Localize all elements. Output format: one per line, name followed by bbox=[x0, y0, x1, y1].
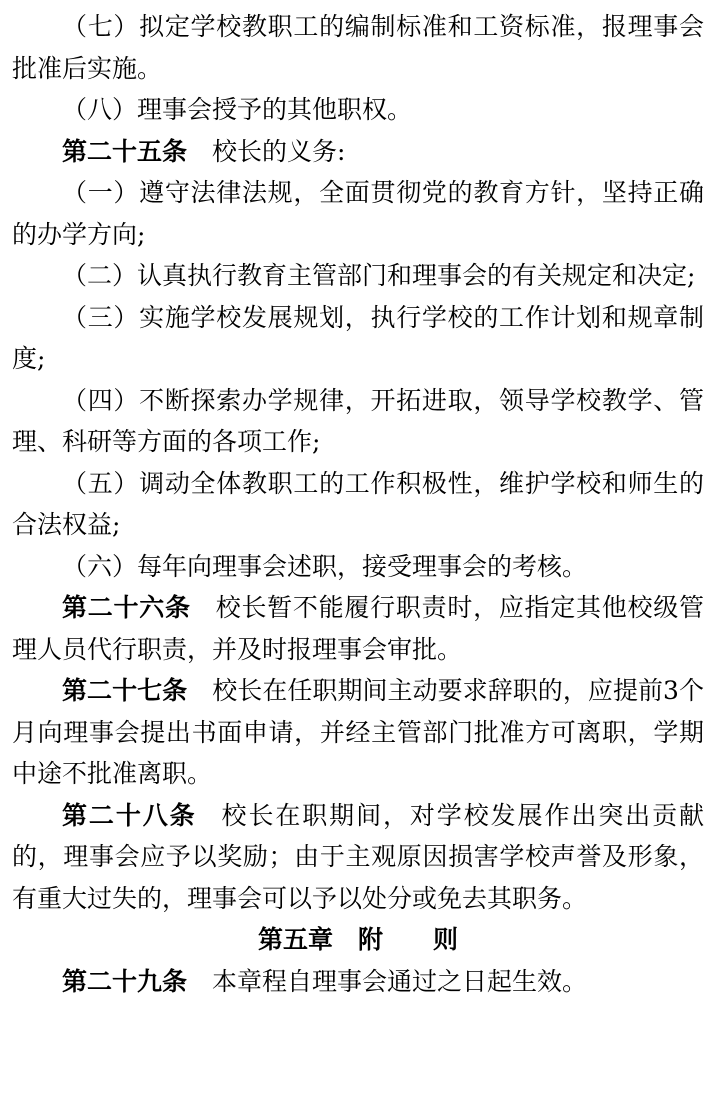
paragraph-8-item bbox=[12, 89, 704, 131]
chapter-heading: 第五章 附 则 bbox=[257, 925, 458, 954]
article-26-paragraph bbox=[12, 587, 704, 670]
paragraph-text: （三）实施学校发展规划，执行学校的工作计划和规章制度; bbox=[12, 302, 704, 373]
paragraph-7-item bbox=[12, 6, 704, 89]
paragraph-text: （八）理事会授予的其他职权。 bbox=[62, 95, 413, 124]
article-27-paragraph bbox=[12, 670, 704, 795]
duty-item-3 bbox=[12, 297, 704, 380]
paragraph-text: （一）遵守法律法规，全面贯彻党的教育方针，坚持正确的办学方向; bbox=[12, 178, 704, 249]
article-label: 第二十九条 bbox=[62, 966, 188, 996]
duty-item-4 bbox=[12, 380, 704, 463]
article-28-paragraph bbox=[12, 795, 704, 920]
article-label: 第二十五条 bbox=[62, 136, 188, 166]
article-25-heading bbox=[12, 131, 704, 173]
article-label: 第二十八条 bbox=[62, 800, 197, 830]
paragraph-text: （六）每年向理事会述职，接受理事会的考核。 bbox=[62, 551, 588, 581]
duty-item-2 bbox=[12, 255, 704, 297]
paragraph-text: （五）调动全体教职工的工作积极性，维护学校和师生的合法权益; bbox=[12, 468, 704, 539]
paragraph-text: 本章程自理事会通过之日起生效。 bbox=[212, 966, 588, 996]
duty-item-5 bbox=[12, 463, 704, 546]
paragraph-text: （七）拟定学校教职工的编制标准和工资标准，报理事会批准后实施。 bbox=[12, 12, 704, 83]
paragraph-text: （二）认真执行教育主管部门和理事会的有关规定和决定; bbox=[62, 261, 696, 290]
article-label: 第二十六条 bbox=[62, 593, 191, 622]
paragraph-text: 校长在任职期间主动要求辞职的，应提前3个月向理事会提出书面申请，并经主管部门批准方可离职，学期中途不批准离职。 bbox=[12, 676, 704, 788]
article-label: 第二十七条 bbox=[62, 676, 188, 705]
paragraph-text: 校长暂不能履行职责时，应指定其他校级管理人员代行职责，并及时报理事会审批。 bbox=[12, 593, 704, 664]
article-29-paragraph bbox=[12, 961, 704, 1003]
paragraph-text: 校长的义务: bbox=[212, 136, 346, 166]
duty-item-6 bbox=[12, 546, 704, 588]
duty-item-1 bbox=[12, 172, 704, 255]
paragraph-text: 校长在职期间，对学校发展作出突出贡献的，理事会应予以奖励；由于主观原因损害学校声誉及形象，有重大过失的，理事会可以予以处分或免去其职务。 bbox=[12, 800, 704, 913]
paragraph-text: （四）不断探索办学规律，开拓进取，领导学校教学、管理、科研等方面的各项工作; bbox=[12, 385, 704, 456]
